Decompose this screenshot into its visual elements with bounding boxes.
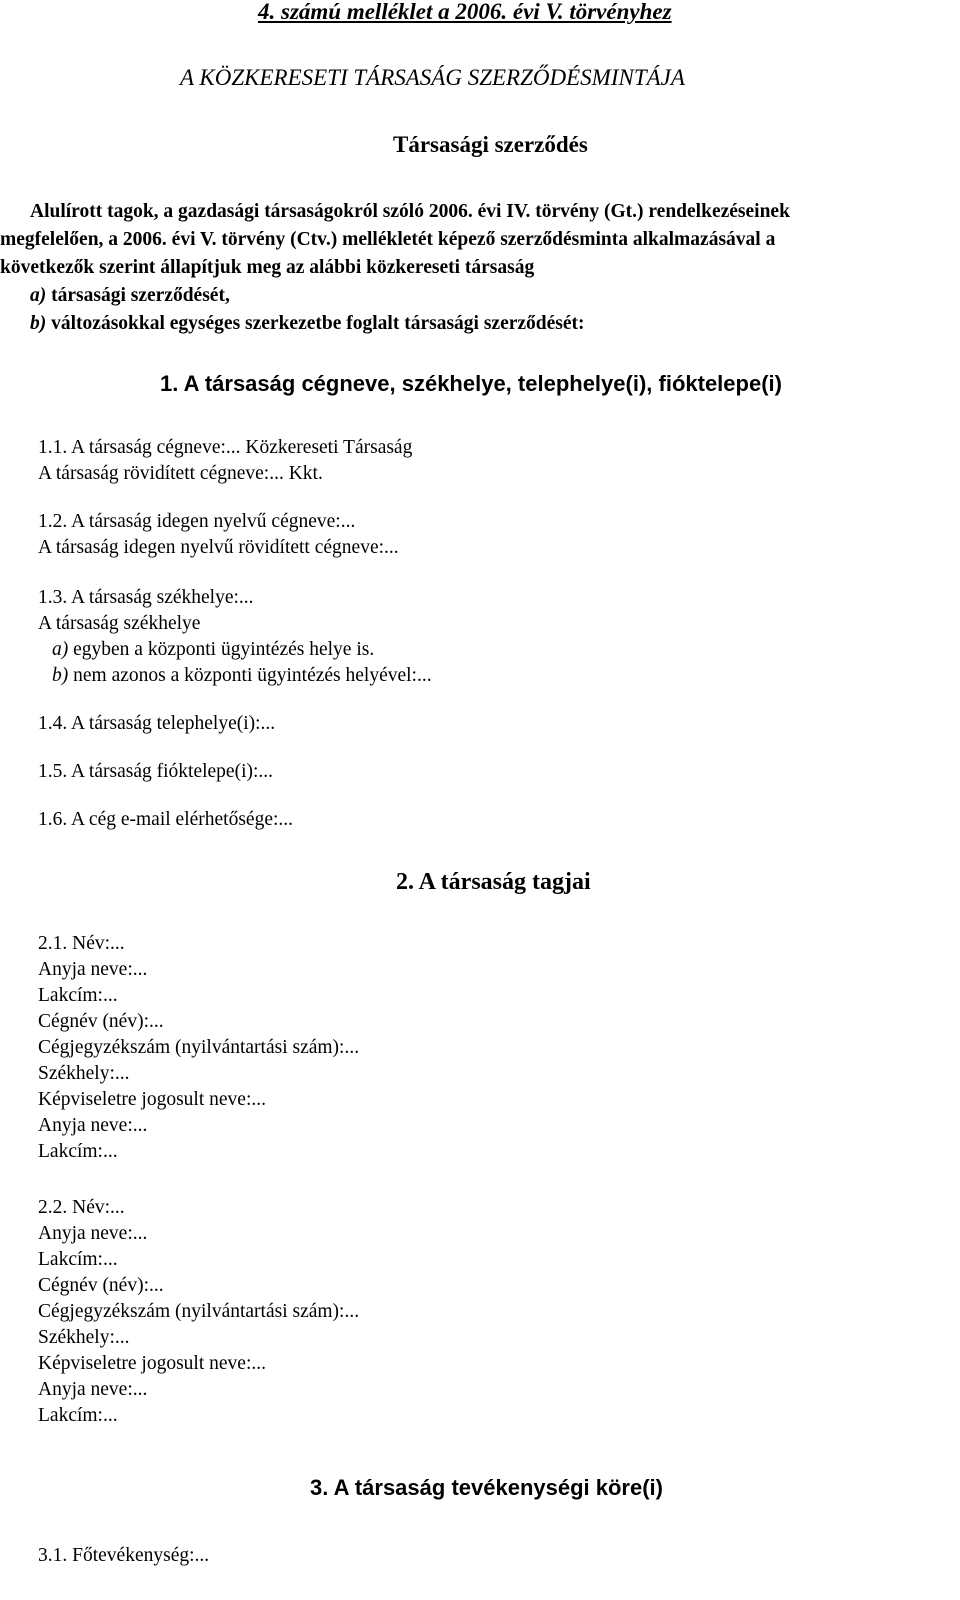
member-1-name: 2.1. Név:... — [38, 933, 125, 954]
option-text: társasági szerződését, — [46, 285, 230, 306]
premises-line: 1.4. A társaság telephelye(i):... — [38, 713, 276, 734]
member-1-seat: Székhely:... — [38, 1063, 130, 1084]
document-subtitle: Társasági szerződés — [393, 132, 588, 157]
member-1-rep-mother-name: Anyja neve:... — [38, 1115, 148, 1136]
member-1-company-name: Cégnév (név):... — [38, 1011, 164, 1032]
seat-option-a — [52, 638, 374, 662]
foreign-short-name-line: A társaság idegen nyelvű rövidített cégneve:... — [38, 537, 399, 558]
member-1-address: Lakcím:... — [38, 985, 118, 1006]
option-marker: a) — [52, 639, 69, 660]
option-marker: a) — [30, 285, 47, 306]
seat-option-b — [52, 664, 432, 688]
member-2-mother-name: Anyja neve:... — [38, 1223, 148, 1244]
section-2-heading: 2. A társaság tagjai — [396, 869, 591, 895]
option-text: egyben a központi ügyintézés helye is. — [68, 639, 375, 660]
option-marker: b) — [52, 665, 69, 686]
intro-option-a — [30, 284, 230, 308]
seat-label: A társaság székhelye — [38, 613, 201, 634]
intro-option-b — [30, 312, 585, 336]
member-2-name: 2.2. Név:... — [38, 1197, 125, 1218]
member-2-registry-number: Cégjegyzékszám (nyilvántartási szám):... — [38, 1301, 360, 1322]
option-marker: b) — [30, 313, 47, 334]
intro-line-1: Alulírott tagok, a gazdasági társaságokról szóló 2006. évi IV. törvény (Gt.) rendelkezéseinek — [30, 201, 790, 222]
seat-line: 1.3. A társaság székhelye:... — [38, 587, 254, 608]
member-2-representative: Képviseletre jogosult neve:... — [38, 1353, 266, 1374]
option-text: változásokkal egységes szerkezetbe foglalt társasági szerződését: — [46, 313, 585, 334]
member-2-rep-mother-name: Anyja neve:... — [38, 1379, 148, 1400]
company-name-line: 1.1. A társaság cégneve:... Közkereseti Társaság — [38, 437, 413, 458]
member-2-seat: Székhely:... — [38, 1327, 130, 1348]
section-3-heading: 3. A társaság tevékenységi köre(i) — [310, 1475, 663, 1500]
member-1-mother-name: Anyja neve:... — [38, 959, 148, 980]
member-1-representative: Képviseletre jogosult neve:... — [38, 1089, 266, 1110]
short-name-line: A társaság rövidített cégneve:... Kkt. — [38, 463, 323, 484]
member-2-company-name: Cégnév (név):... — [38, 1275, 164, 1296]
intro-line-3: következők szerint állapítjuk meg az alábbi közkereseti társaság — [0, 257, 535, 278]
section-1-heading: 1. A társaság cégneve, székhelye, telephelye(i), fióktelepe(i) — [160, 371, 782, 396]
foreign-name-line: 1.2. A társaság idegen nyelvű cégneve:... — [38, 511, 356, 532]
member-2-address: Lakcím:... — [38, 1249, 118, 1270]
intro-line-2: megfelelően, a 2006. évi V. törvény (Ctv.) mellékletét képező szerződésminta alkalmazásával a — [0, 229, 776, 250]
document-title: A KÖZKERESETI TÁRSASÁG SZERZŐDÉSMINTÁJA — [180, 65, 685, 90]
annex-reference: 4. számú melléklet a 2006. évi V. törvényhez — [258, 0, 672, 24]
member-1-registry-number: Cégjegyzékszám (nyilvántartási szám):... — [38, 1037, 360, 1058]
option-text: nem azonos a központi ügyintézés helyével:... — [68, 665, 432, 686]
member-1-rep-address: Lakcím:... — [38, 1141, 118, 1162]
main-activity-line: 3.1. Főtevékenység:... — [38, 1545, 210, 1566]
branch-line: 1.5. A társaság fióktelepe(i):... — [38, 761, 274, 782]
email-line: 1.6. A cég e-mail elérhetősége:... — [38, 809, 294, 830]
member-2-rep-address: Lakcím:... — [38, 1405, 118, 1426]
